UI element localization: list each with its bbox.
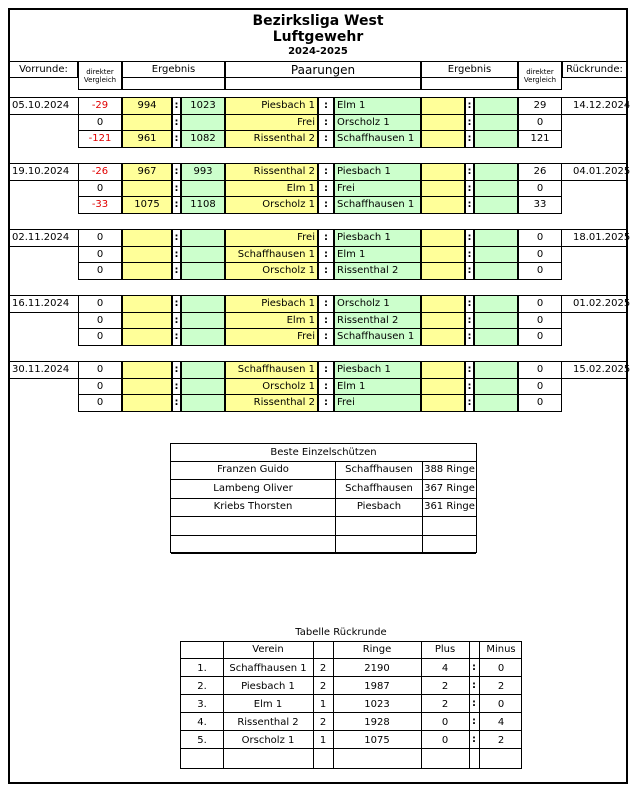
pairing-separator: : [318, 97, 334, 115]
team-away: Orscholz 1 [334, 295, 421, 313]
shooter-name: Lambeng Oliver [213, 482, 293, 494]
round-block [10, 163, 631, 214]
return-score-home [421, 180, 465, 198]
score-away [181, 229, 225, 247]
return-score-home [421, 295, 465, 313]
return-score-away [474, 378, 518, 396]
team-home: Rissenthal 2 [225, 130, 318, 148]
direct-comparison-left: 0 [78, 262, 122, 280]
best-col-divider [422, 480, 423, 499]
standings-club: Rissenthal 2 [237, 717, 299, 728]
return-date-underline [562, 246, 626, 247]
return-score-home [421, 246, 465, 264]
pairing-separator: : [318, 262, 334, 280]
score-home [122, 229, 172, 247]
round-date-underline [10, 114, 78, 115]
best-col-divider [335, 498, 336, 517]
score-away [181, 312, 225, 330]
pairing-separator: : [318, 114, 334, 132]
round-date-underline [10, 246, 78, 247]
standings-rank: 5. [197, 735, 207, 746]
score-home [122, 328, 172, 346]
standings-row-rule [181, 748, 521, 749]
team-away: Schaffhausen 1 [334, 196, 421, 214]
col-paarungen: Paarungen [225, 61, 421, 78]
team-home: Orscholz 1 [225, 196, 318, 214]
team-home: Elm 1 [225, 180, 318, 198]
score-away [181, 361, 225, 379]
standings-separator: : [472, 698, 476, 709]
return-score-separator: : [465, 114, 474, 132]
standings-plus: 2 [441, 699, 449, 710]
return-score-separator: : [465, 130, 474, 148]
return-score-away [474, 295, 518, 313]
round-date: 05.10.2024 [12, 100, 70, 111]
return-score-away [474, 394, 518, 412]
standings-minus: 0 [497, 699, 505, 710]
return-date: 01.02.2025 [573, 298, 631, 309]
round-block [10, 97, 631, 148]
standings-separator: : [472, 734, 476, 745]
score-away [181, 262, 225, 280]
score-home [122, 180, 172, 198]
direct-comparison-left: 0 [78, 295, 122, 313]
team-home: Piesbach 1 [225, 97, 318, 115]
return-score-separator: : [465, 312, 474, 330]
direkter-line1: direkter [86, 67, 114, 76]
score-away [181, 394, 225, 412]
score-home [122, 361, 172, 379]
team-away: Elm 1 [334, 378, 421, 396]
score-separator: : [172, 229, 181, 247]
return-score-separator: : [465, 378, 474, 396]
col-direkter-vergleich-left [78, 61, 122, 90]
direct-comparison-left: 0 [78, 394, 122, 412]
round-block [10, 295, 631, 346]
team-away: Frei [334, 394, 421, 412]
team-away: Orscholz 1 [334, 114, 421, 132]
score-separator: : [172, 394, 181, 412]
return-score-home [421, 196, 465, 214]
score-home: 994 [122, 97, 172, 115]
standings-plus: 0 [441, 717, 449, 728]
score-home [122, 262, 172, 280]
return-score-separator: : [465, 295, 474, 313]
page-frame [8, 8, 631, 784]
round-date: 30.11.2024 [12, 364, 70, 375]
standings-minus: 0 [497, 663, 505, 674]
return-score-home [421, 262, 465, 280]
standings-ringe: 1023 [364, 699, 390, 710]
round-date: 02.11.2024 [12, 232, 70, 243]
best-col-divider [422, 535, 423, 554]
return-score-home [421, 97, 465, 115]
return-score-home [421, 114, 465, 132]
score-home [122, 312, 172, 330]
score-separator: : [172, 114, 181, 132]
best-col-divider [335, 480, 336, 499]
return-date-underline [562, 114, 626, 115]
score-away [181, 180, 225, 198]
direct-comparison-right: 0 [518, 180, 562, 198]
standings-club: Elm 1 [253, 699, 283, 710]
pairing-separator: : [318, 229, 334, 247]
standings-plus: 4 [441, 663, 449, 674]
direct-comparison-left: 0 [78, 361, 122, 379]
return-score-home [421, 312, 465, 330]
best-col-divider [335, 535, 336, 554]
return-score-separator: : [465, 97, 474, 115]
standings-club: Piesbach 1 [241, 681, 295, 692]
return-score-away [474, 361, 518, 379]
return-score-separator: : [465, 196, 474, 214]
round-date-underline [10, 312, 78, 313]
standings-plus: 2 [441, 681, 449, 692]
standings-ringe: 1075 [364, 735, 390, 746]
direct-comparison-left: 0 [78, 180, 122, 198]
direct-comparison-right: 0 [518, 229, 562, 247]
direct-comparison-left: 0 [78, 378, 122, 396]
score-away [181, 328, 225, 346]
score-separator: : [172, 361, 181, 379]
standings-minus: 2 [497, 681, 505, 692]
return-date-underline [562, 180, 626, 181]
team-home: Rissenthal 2 [225, 394, 318, 412]
team-home: Piesbach 1 [225, 295, 318, 313]
pairing-separator: : [318, 361, 334, 379]
standings-header-row [181, 642, 521, 659]
standings-title: Tabelle Rückrunde [295, 627, 387, 638]
score-separator: : [172, 378, 181, 396]
team-home: Frei [225, 229, 318, 247]
best-shooter-row [171, 480, 476, 499]
best-col-divider [422, 517, 423, 536]
paarungen-sub [225, 77, 421, 90]
direkter-line1: direkter [526, 67, 554, 76]
return-score-home [421, 394, 465, 412]
team-home: Rissenthal 2 [225, 163, 318, 181]
pairing-separator: : [318, 295, 334, 313]
direct-comparison-left: -33 [78, 196, 122, 214]
score-home: 1075 [122, 196, 172, 214]
return-score-away [474, 328, 518, 346]
standings-games: 1 [319, 735, 327, 746]
ergebnis-sub-left [122, 77, 225, 90]
direct-comparison-right: 0 [518, 361, 562, 379]
team-away: Schaffhausen 1 [334, 328, 421, 346]
standings-separator: : [472, 680, 476, 691]
best-col-divider [335, 461, 336, 480]
standings-rank: 4. [197, 717, 207, 728]
shooter-club: Schaffhausen [345, 482, 413, 494]
pairing-separator: : [318, 394, 334, 412]
standings-games: 2 [319, 717, 327, 728]
score-away: 993 [181, 163, 225, 181]
best-shooter-row [171, 498, 476, 517]
standings-games: 2 [319, 663, 327, 674]
return-score-home [421, 361, 465, 379]
col-ergebnis-right: Ergebnis [421, 61, 518, 78]
score-away [181, 114, 225, 132]
direct-comparison-left: -26 [78, 163, 122, 181]
direkter-line2: Vergleich [83, 75, 117, 84]
score-separator: : [172, 246, 181, 264]
score-separator: : [172, 97, 181, 115]
score-away [181, 246, 225, 264]
best-shooter-row [171, 535, 476, 554]
standings-rank: 2. [197, 681, 207, 692]
standings-club: Schaffhausen 1 [229, 663, 307, 674]
score-home: 967 [122, 163, 172, 181]
direct-comparison-left: 0 [78, 114, 122, 132]
team-away: Elm 1 [334, 246, 421, 264]
return-score-separator: : [465, 262, 474, 280]
score-away: 1082 [181, 130, 225, 148]
shooter-club: Piesbach [356, 501, 402, 512]
team-home: Elm 1 [225, 312, 318, 330]
score-separator: : [172, 163, 181, 181]
standings-minus: 4 [497, 717, 505, 728]
direct-comparison-left: -121 [78, 130, 122, 148]
score-separator: : [172, 130, 181, 148]
team-home: Orscholz 1 [225, 262, 318, 280]
return-date: 15.02.2025 [573, 364, 631, 375]
return-score-away [474, 114, 518, 132]
score-away [181, 378, 225, 396]
round-date-underline [10, 180, 78, 181]
pairing-separator: : [318, 180, 334, 198]
return-score-away [474, 97, 518, 115]
pairing-separator: : [318, 196, 334, 214]
score-away: 1023 [181, 97, 225, 115]
standings-plus: 0 [441, 735, 449, 746]
round-block [10, 229, 631, 280]
direct-comparison-left: -29 [78, 97, 122, 115]
header-plus: Plus [434, 644, 456, 655]
return-score-away [474, 180, 518, 198]
team-home: Schaffhausen 1 [225, 246, 318, 264]
return-score-away [474, 130, 518, 148]
return-score-away [474, 246, 518, 264]
score-home [122, 114, 172, 132]
team-home: Frei [225, 328, 318, 346]
shooter-score: 361 Ringe [424, 501, 475, 512]
return-score-separator: : [465, 180, 474, 198]
shooter-score: 388 Ringe [424, 464, 475, 475]
col-direkter-vergleich-right [518, 61, 562, 90]
standings-row [181, 731, 521, 749]
direkter-line2: Vergleich [523, 75, 557, 84]
standings-club: Orscholz 1 [241, 735, 295, 746]
round-date: 19.10.2024 [12, 166, 70, 177]
col-vorrunde: Vorrunde: [10, 61, 78, 78]
round-date-underline [10, 378, 78, 379]
standings-separator: : [472, 662, 476, 673]
return-score-separator: : [465, 394, 474, 412]
return-date-underline [562, 312, 626, 313]
direct-comparison-right: 0 [518, 246, 562, 264]
score-home: 961 [122, 130, 172, 148]
return-score-home [421, 229, 465, 247]
direct-comparison-left: 0 [78, 229, 122, 247]
score-home [122, 378, 172, 396]
direct-comparison-right: 0 [518, 328, 562, 346]
direct-comparison-right: 0 [518, 312, 562, 330]
shooter-score: 367 Ringe [424, 482, 475, 494]
standings-table [180, 627, 520, 769]
standings-row [181, 695, 521, 713]
shooter-name: Kriebs Thorsten [213, 501, 293, 512]
return-score-separator: : [465, 361, 474, 379]
standings-ringe: 2190 [364, 663, 390, 674]
round-date: 16.11.2024 [12, 298, 70, 309]
score-away: 1108 [181, 196, 225, 214]
standings-games: 2 [319, 681, 327, 692]
return-date: 18.01.2025 [573, 232, 631, 243]
team-home: Frei [225, 114, 318, 132]
return-date-underline [562, 378, 626, 379]
direct-comparison-left: 0 [78, 312, 122, 330]
direct-comparison-left: 0 [78, 328, 122, 346]
team-away: Frei [334, 180, 421, 198]
standings-row [181, 677, 521, 695]
score-separator: : [172, 328, 181, 346]
pairing-separator: : [318, 328, 334, 346]
return-date: 14.12.2024 [573, 100, 631, 111]
direct-comparison-left: 0 [78, 246, 122, 264]
col-ergebnis-left: Ergebnis [122, 61, 225, 78]
direct-comparison-right: 0 [518, 295, 562, 313]
best-row-rule [171, 553, 476, 554]
standings-row [181, 713, 521, 731]
league-title: Bezirksliga West [252, 13, 384, 29]
direct-comparison-right: 121 [518, 130, 562, 148]
best-shooter-row [171, 461, 476, 480]
team-away: Elm 1 [334, 97, 421, 115]
return-score-separator: : [465, 328, 474, 346]
standings-minus: 2 [497, 735, 505, 746]
standings-separator: : [472, 716, 476, 727]
score-separator: : [172, 196, 181, 214]
team-home: Schaffhausen 1 [225, 361, 318, 379]
return-score-home [421, 130, 465, 148]
best-shooters-table [170, 443, 477, 553]
team-away: Piesbach 1 [334, 229, 421, 247]
best-col-divider [335, 517, 336, 536]
return-score-home [421, 163, 465, 181]
header-verein: Verein [252, 644, 284, 655]
score-home [122, 246, 172, 264]
best-shooters-title: Beste Einzelschützen [270, 447, 377, 458]
best-shooter-row [171, 517, 476, 536]
pairing-separator: : [318, 246, 334, 264]
standings-ringe: 1987 [364, 681, 390, 692]
return-date: 04.01.2025 [573, 166, 631, 177]
standings-rank: 1. [197, 663, 207, 674]
return-score-home [421, 328, 465, 346]
return-score-away [474, 312, 518, 330]
header-minus: Minus [486, 644, 516, 655]
direct-comparison-right: 0 [518, 262, 562, 280]
standings-row [181, 659, 521, 677]
standings-ringe: 1928 [364, 717, 390, 728]
direct-comparison-right: 26 [518, 163, 562, 181]
team-away: Piesbach 1 [334, 361, 421, 379]
pairing-separator: : [318, 312, 334, 330]
score-separator: : [172, 262, 181, 280]
team-away: Piesbach 1 [334, 163, 421, 181]
score-away [181, 295, 225, 313]
team-away: Rissenthal 2 [334, 312, 421, 330]
direct-comparison-right: 0 [518, 394, 562, 412]
ergebnis-sub-right [421, 77, 518, 90]
pairing-separator: : [318, 130, 334, 148]
team-away: Rissenthal 2 [334, 262, 421, 280]
shooter-name: Franzen Guido [217, 464, 289, 475]
header-ringe: Ringe [362, 644, 392, 655]
col-rueckrunde: Rückrunde: [562, 61, 626, 78]
pairing-separator: : [318, 163, 334, 181]
pairing-separator: : [318, 378, 334, 396]
score-separator: : [172, 180, 181, 198]
round-block [10, 361, 631, 412]
team-home: Orscholz 1 [225, 378, 318, 396]
return-score-separator: : [465, 246, 474, 264]
return-score-separator: : [465, 229, 474, 247]
return-score-away [474, 262, 518, 280]
return-score-away [474, 196, 518, 214]
score-home [122, 295, 172, 313]
direct-comparison-right: 29 [518, 97, 562, 115]
direct-comparison-right: 33 [518, 196, 562, 214]
discipline-title: Luftgewehr [272, 29, 364, 45]
best-col-divider [422, 461, 423, 480]
shooter-club: Schaffhausen [345, 464, 413, 475]
direct-comparison-right: 0 [518, 378, 562, 396]
return-score-away [474, 163, 518, 181]
score-separator: : [172, 312, 181, 330]
standings-games: 1 [319, 699, 327, 710]
best-col-divider [422, 498, 423, 517]
return-score-away [474, 229, 518, 247]
team-away: Schaffhausen 1 [334, 130, 421, 148]
season-label: 2024-2025 [288, 46, 348, 57]
return-score-home [421, 378, 465, 396]
return-score-separator: : [465, 163, 474, 181]
standings-grid [180, 641, 522, 769]
score-separator: : [172, 295, 181, 313]
standings-rank: 3. [197, 699, 207, 710]
direct-comparison-right: 0 [518, 114, 562, 132]
score-home [122, 394, 172, 412]
